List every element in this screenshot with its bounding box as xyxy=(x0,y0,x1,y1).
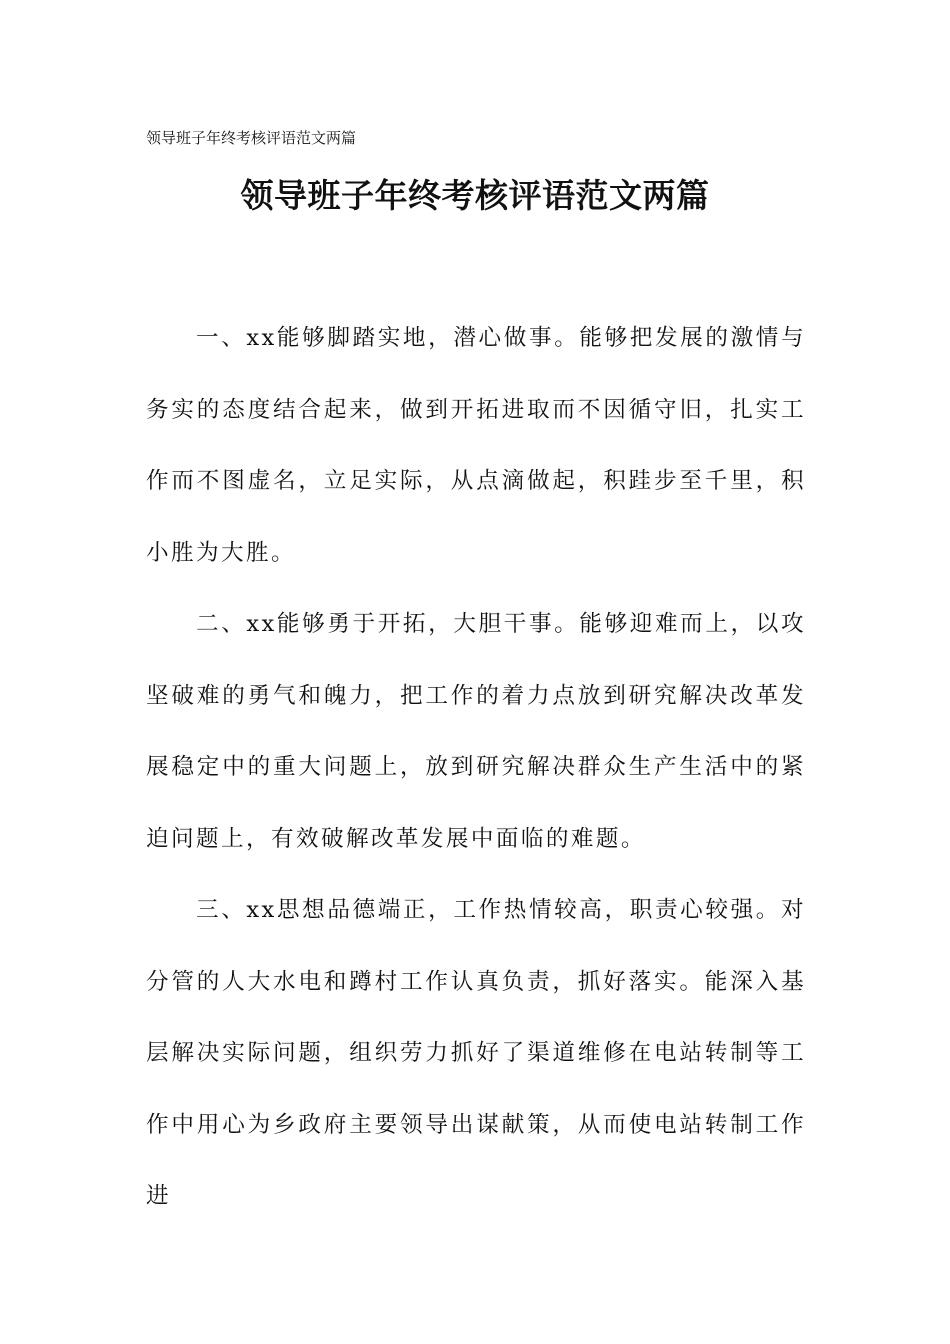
document-body xyxy=(146,303,806,1233)
document-title: 领导班子年终考核评语范文两篇 xyxy=(240,176,710,215)
paragraph-1: 一、xx能够脚踏实地，潜心做事。能够把发展的激情与务实的态度结合起来，做到开拓进取而不因循守旧，扎实工作而不图虚名，立足实际，从点滴做起，积跬步至千里，积小胜为大胜。 xyxy=(146,325,806,566)
running-header: 领导班子年终考核评语范文两篇 xyxy=(146,129,357,147)
paragraph-2: 二、xx能够勇于开拓，大胆干事。能够迎难而上，以攻坚破难的勇气和魄力，把工作的着力点放到研究解决改革发展稳定中的重大问题上，放到研究解决群众生产生活中的紧迫问题上，有效破解改革发展中面临的难题。 xyxy=(146,611,806,852)
paragraph-3: 三、xx思想品德端正，工作热情较高，职责心较强。对分管的人大水电和蹲村工作认真负责，抓好落实。能深入基层解决实际问题，组织劳力抓好了渠道维修在电站转制等工作中用心为乡政府主要领导出谋献策，从而使电站转制工作进 xyxy=(146,897,806,1209)
